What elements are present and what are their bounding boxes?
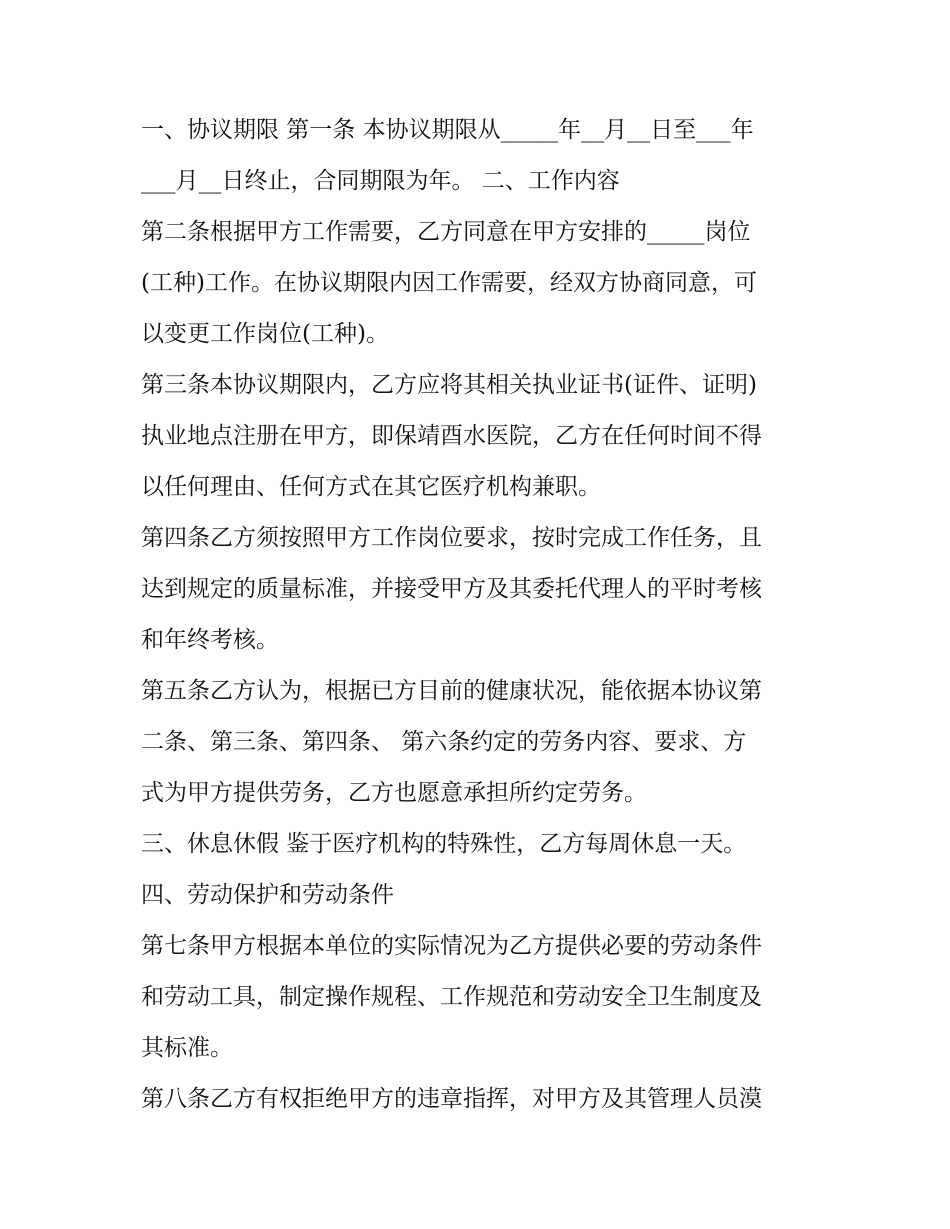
text-line: 以任何理由、任何方式在其它医疗机构兼职。 bbox=[141, 474, 601, 500]
text-line: 和年终考核。 bbox=[141, 627, 279, 653]
text-line: 第八条乙方有权拒绝甲方的违章指挥，对甲方及其管理人员漠 bbox=[141, 1086, 762, 1112]
text-line: 达到规定的质量标准，并接受甲方及其委托代理人的平时考核 bbox=[141, 576, 762, 602]
text-line: 第七条甲方根据本单位的实际情况为乙方提供必要的劳动条件 bbox=[141, 933, 762, 959]
text-line: 以变更工作岗位(工种)。 bbox=[141, 321, 389, 347]
text-line: 第四条乙方须按照甲方工作岗位要求，按时完成工作任务，且 bbox=[141, 525, 762, 551]
text-line: 其标准。 bbox=[141, 1035, 233, 1061]
text-line: 式为甲方提供劳务，乙方也愿意承担所约定劳务。 bbox=[141, 780, 647, 806]
text-line: 和劳动工具，制定操作规程、工作规范和劳动安全卫生制度及 bbox=[141, 984, 762, 1010]
text-line: 三、休息休假 鉴于医疗机构的特殊性，乙方每周休息一天。 bbox=[141, 831, 747, 857]
text-line: (工种)工作。在协议期限内因工作需要，经双方协商同意，可 bbox=[141, 270, 757, 296]
document-body bbox=[141, 108, 821, 1128]
text-line: ___月__日终止，合同期限为年。 二、工作内容 bbox=[141, 168, 620, 194]
text-line: 第五条乙方认为，根据已方目前的健康状况，能依据本协议第 bbox=[141, 678, 762, 704]
text-line: 二条、第三条、第四条、 第六条约定的劳务内容、要求、方 bbox=[141, 729, 747, 755]
text-line: 四、劳动保护和劳动条件 bbox=[141, 882, 394, 908]
text-line: 执业地点注册在甲方，即保靖酉水医院，乙方在任何时间不得 bbox=[141, 423, 762, 449]
text-line: 第三条本协议期限内，乙方应将其相关执业证书(证件、证明) bbox=[141, 372, 757, 398]
text-line: 一、协议期限 第一条 本协议期限从_____年__月__日至___年 bbox=[141, 117, 754, 143]
text-line: 第二条根据甲方工作需要，乙方同意在甲方安排的_____岗位 bbox=[141, 219, 751, 245]
